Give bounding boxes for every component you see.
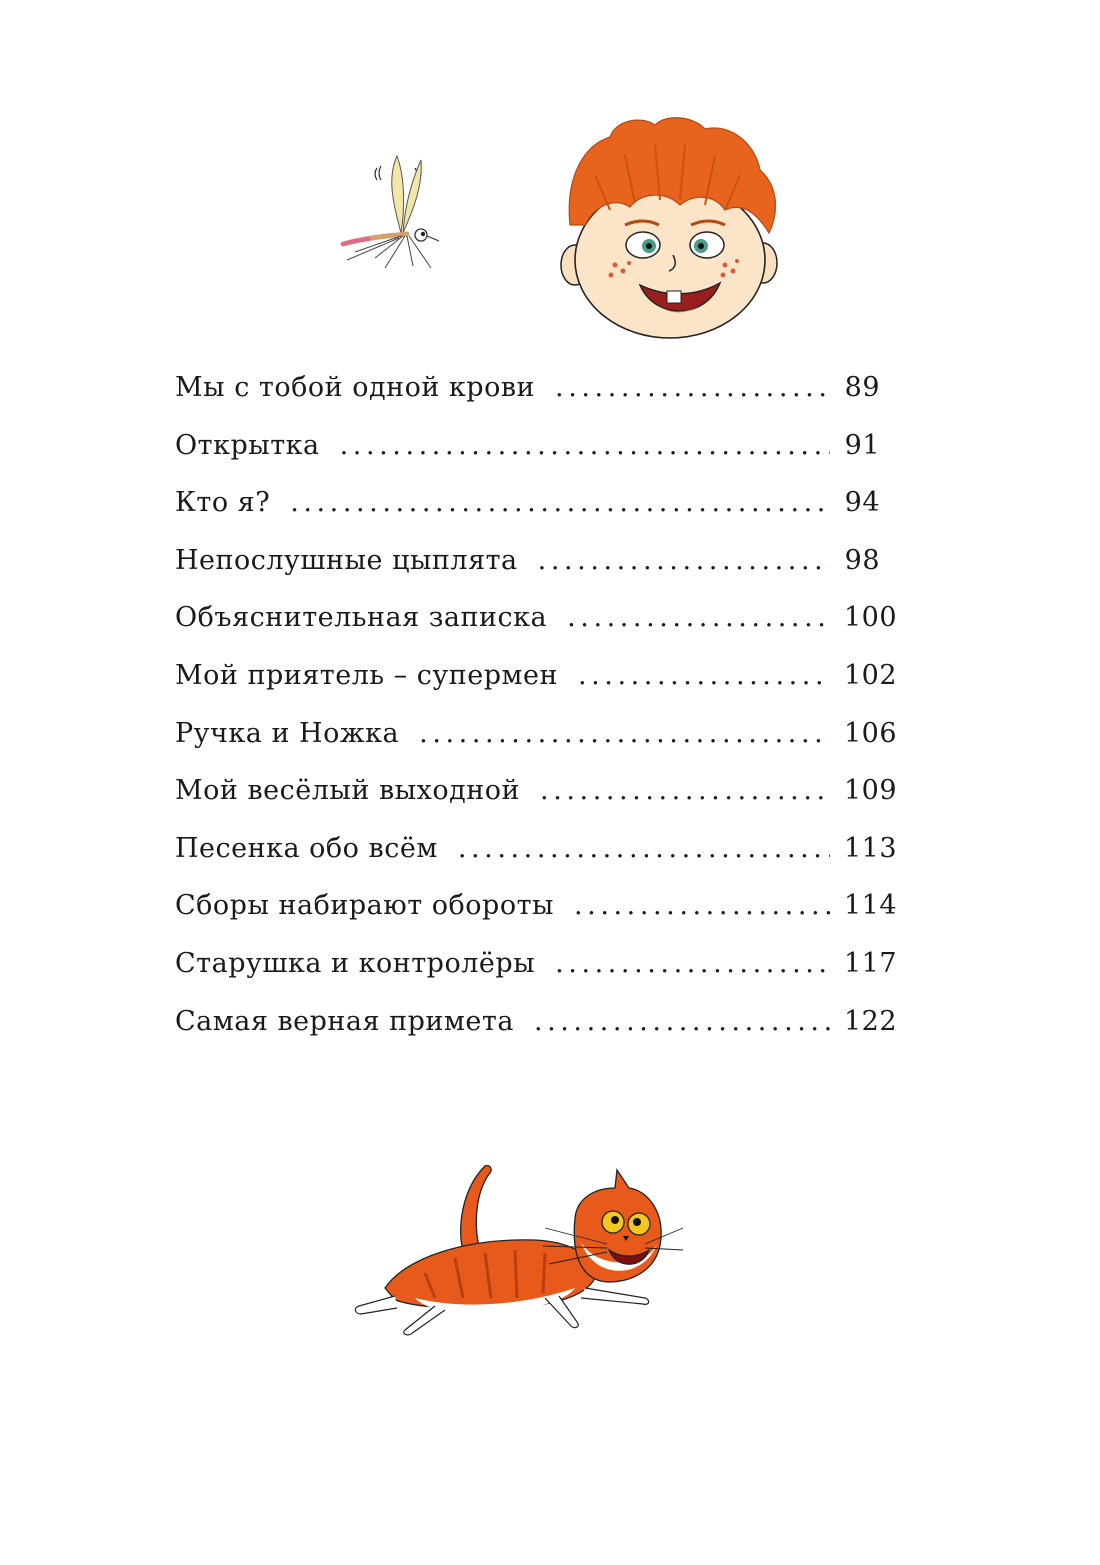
toc-entry-title: Мой весёлый выходной [175, 775, 521, 807]
toc-entry-page-number: 117 [844, 947, 898, 979]
dot-leader [458, 827, 830, 871]
toc-entry [175, 884, 898, 942]
toc-entry-page-number: 114 [844, 890, 898, 922]
toc-entry-title: Непослушные цыплята [175, 544, 518, 576]
toc-entry-title: Открытка [175, 429, 320, 461]
toc-entry [175, 596, 898, 654]
toc-entry-page-number: 113 [844, 832, 898, 864]
toc-entry-title: Ручка и Ножка [175, 717, 400, 749]
toc-entry [175, 424, 880, 482]
dot-leader [567, 596, 830, 640]
toc-entry-title: Сборы набирают обороты [175, 890, 555, 922]
toc-entry [175, 481, 880, 539]
dot-leader [555, 942, 830, 986]
table-of-contents [175, 366, 898, 1057]
toc-entry-title: Самая верная примета [175, 1005, 514, 1037]
toc-entry [175, 712, 898, 770]
toc-entry-title: Объяснительная записка [175, 602, 548, 634]
toc-entry-page-number: 94 [844, 487, 880, 519]
toc-entry [175, 539, 880, 597]
dot-leader [555, 366, 830, 410]
dot-leader [419, 712, 830, 756]
mosquito-illustration [335, 148, 445, 273]
dot-leader [538, 539, 830, 583]
toc-entry-title: Мой приятель – супермен [175, 659, 558, 691]
toc-entry [175, 366, 880, 424]
toc-entry [175, 769, 898, 827]
running-ginger-cat-illustration [345, 1158, 685, 1338]
toc-entry-page-number: 89 [844, 372, 880, 403]
toc-entry-title: Старушка и контролёры [175, 947, 536, 979]
toc-entry-page-number: 106 [844, 717, 898, 749]
toc-entry [175, 654, 898, 712]
toc-entry-page-number: 91 [844, 429, 880, 461]
toc-entry-page-number: 98 [844, 544, 880, 576]
dot-leader [574, 884, 830, 928]
toc-entry-title: Песенка обо всём [175, 832, 438, 864]
dot-leader [340, 424, 830, 468]
dot-leader [534, 1000, 830, 1044]
dot-leader [540, 769, 830, 813]
toc-entry-page-number: 100 [844, 602, 898, 634]
toc-entry-title: Мы с тобой одной крови [175, 372, 536, 403]
toc-entry [175, 942, 898, 1000]
red-haired-boy-face-illustration [555, 115, 785, 340]
dot-leader [290, 481, 830, 525]
toc-entry-page-number: 102 [844, 659, 898, 691]
toc-entry-page-number: 109 [844, 775, 898, 807]
toc-entry [175, 827, 898, 885]
toc-entry [175, 1000, 898, 1058]
dot-leader [578, 654, 830, 698]
toc-entry-page-number: 122 [844, 1005, 898, 1037]
toc-entry-title: Кто я? [175, 487, 271, 519]
